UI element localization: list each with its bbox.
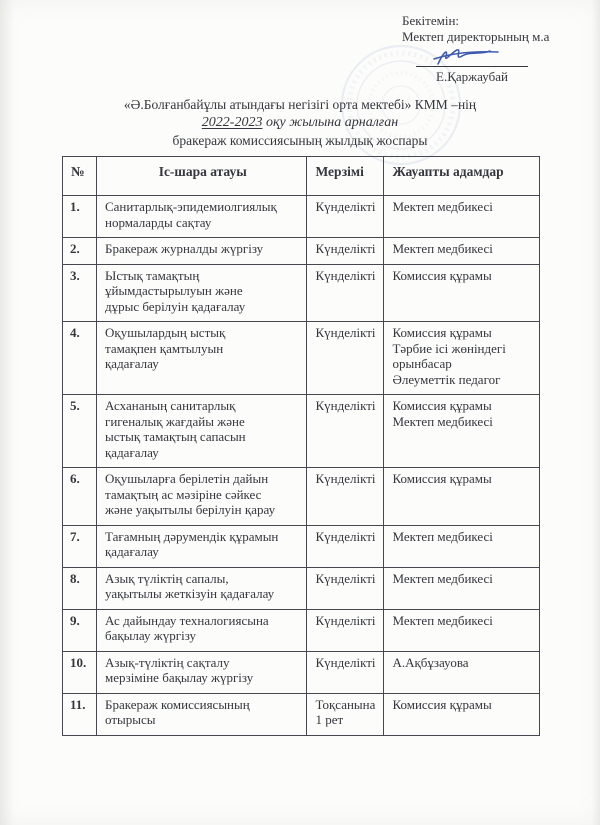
row-responsible — [384, 238, 540, 265]
table-row — [63, 609, 540, 651]
row-activity: Бракераж журналды жүргізу — [96, 238, 307, 265]
row-term: Күнделікті — [307, 468, 384, 526]
row-responsible — [384, 196, 540, 238]
row-number: 6. — [63, 468, 97, 526]
row-responsible — [384, 395, 540, 468]
title-line-2-rest: оқу жылына арналған — [262, 115, 399, 130]
row-number: 1. — [63, 196, 97, 238]
row-number: 2. — [63, 238, 97, 265]
row-responsible — [384, 609, 540, 651]
row-number: 4. — [63, 322, 97, 395]
row-term: Тоқсанына 1 рет — [307, 693, 384, 735]
title-line-2 — [45, 114, 555, 132]
row-number: 7. — [63, 525, 97, 567]
row-term: Күнделікті — [307, 395, 384, 468]
row-activity: Азық түліктің сапалы, уақытылы жеткізуін қадағалау — [96, 567, 307, 609]
responsible-line: А.Ақбұзауова — [392, 654, 469, 670]
row-number: 10. — [63, 651, 97, 693]
row-term: Күнделікті — [307, 525, 384, 567]
plan-table — [62, 156, 540, 736]
title-year-range: 2022-2023 — [201, 115, 263, 130]
row-activity: Санитарлық-эпидемиолгиялық нормаларды сақтау — [96, 196, 307, 238]
responsible-line: Мектеп медбикесі — [392, 413, 493, 429]
table-row — [63, 651, 540, 693]
table-row — [63, 693, 540, 735]
row-term: Күнделікті — [307, 238, 384, 265]
header-term: Мерзімі — [307, 157, 384, 196]
row-responsible — [384, 567, 540, 609]
row-term: Күнделікті — [307, 196, 384, 238]
responsible-line: Мектеп медбикесі — [392, 570, 493, 586]
row-activity: Оқушыларға берілетін дайын тамақтың ас мәзіріне сәйкес және уақытылы берілуін қарау — [96, 468, 307, 526]
responsible-line: Комиссия құрамы — [392, 696, 492, 712]
row-responsible — [384, 468, 540, 526]
signature-area — [416, 46, 528, 67]
table-row — [63, 395, 540, 468]
row-activity: Ас дайындау техналогиясына бақылау жүргізу — [96, 609, 307, 651]
row-number: 11. — [63, 693, 97, 735]
responsible-line: Комиссия құрамы — [392, 398, 492, 413]
row-activity: Бракераж комиссиясының отырысы — [96, 693, 307, 735]
row-term: Күнделікті — [307, 651, 384, 693]
row-responsible — [384, 264, 540, 322]
approval-position: Мектеп директорының м.а — [402, 29, 550, 44]
title-line-1: «Ә.Болғанбайұлы атындағы негізігі орта мектебі» КММ –нің — [123, 97, 477, 112]
row-term: Күнделікті — [307, 567, 384, 609]
row-term: Күнделікті — [307, 609, 384, 651]
table-row — [63, 264, 540, 322]
row-responsible — [384, 525, 540, 567]
header-responsible: Жауапты адамдар — [384, 157, 540, 196]
title-line-3: бракераж комиссиясының жылдық жоспары — [172, 133, 428, 148]
table-header-row — [63, 157, 540, 196]
responsible-line: Комиссия құрамы — [392, 267, 492, 283]
row-number: 9. — [63, 609, 97, 651]
table-row — [63, 238, 540, 265]
header-num: № — [63, 157, 97, 196]
row-activity: Асхананың санитарлық гигеналық жағдайы және ыстық тамақтың сапасын қадағалау — [96, 395, 307, 468]
responsible-line: Комиссия құрамы — [392, 325, 492, 340]
row-activity: Оқушылардың ыстық тамақпен қамтылуын қадағалау — [96, 322, 307, 395]
row-activity: Тағамның дәрумендік құрамын қадағалау — [96, 525, 307, 567]
responsible-line: Мектеп медбикесі — [392, 241, 493, 256]
table-row — [63, 525, 540, 567]
row-number: 8. — [63, 567, 97, 609]
responsible-line: Мектеп медбикесі — [392, 199, 493, 214]
responsible-line: Мектеп медбикесі — [392, 528, 493, 544]
table-row — [63, 322, 540, 395]
row-responsible — [384, 693, 540, 735]
table-row — [63, 468, 540, 526]
approval-signer: Е.Қаржаубай — [436, 69, 508, 84]
document-title — [45, 96, 555, 150]
plan-table-body — [63, 196, 540, 736]
header-activity: Іс-шара атауы — [96, 157, 307, 196]
row-activity: Азық-түліктің сақталу мерзіміне бақылау жүргізу — [96, 651, 307, 693]
responsible-line: Әлеуметтік педагог — [392, 371, 501, 387]
approval-label: Бекітемін: — [402, 13, 460, 28]
responsible-line: Мектеп медбикесі — [392, 612, 493, 628]
row-responsible — [384, 322, 540, 395]
table-row — [63, 567, 540, 609]
table-row — [63, 196, 540, 238]
row-responsible — [384, 651, 540, 693]
approval-block — [402, 13, 574, 85]
row-activity: Ыстық тамақтың ұйымдастырылуын және дұрыс берілуін қадағалау — [96, 264, 307, 322]
row-term: Күнделікті — [307, 322, 384, 395]
responsible-line: Тәрбие ісі жөніндегі орынбасар — [392, 340, 506, 371]
row-number: 3. — [63, 264, 97, 322]
signature-icon — [432, 43, 506, 71]
row-number: 5. — [63, 395, 97, 468]
row-term: Күнделікті — [307, 264, 384, 322]
responsible-line: Комиссия құрамы — [392, 471, 492, 486]
